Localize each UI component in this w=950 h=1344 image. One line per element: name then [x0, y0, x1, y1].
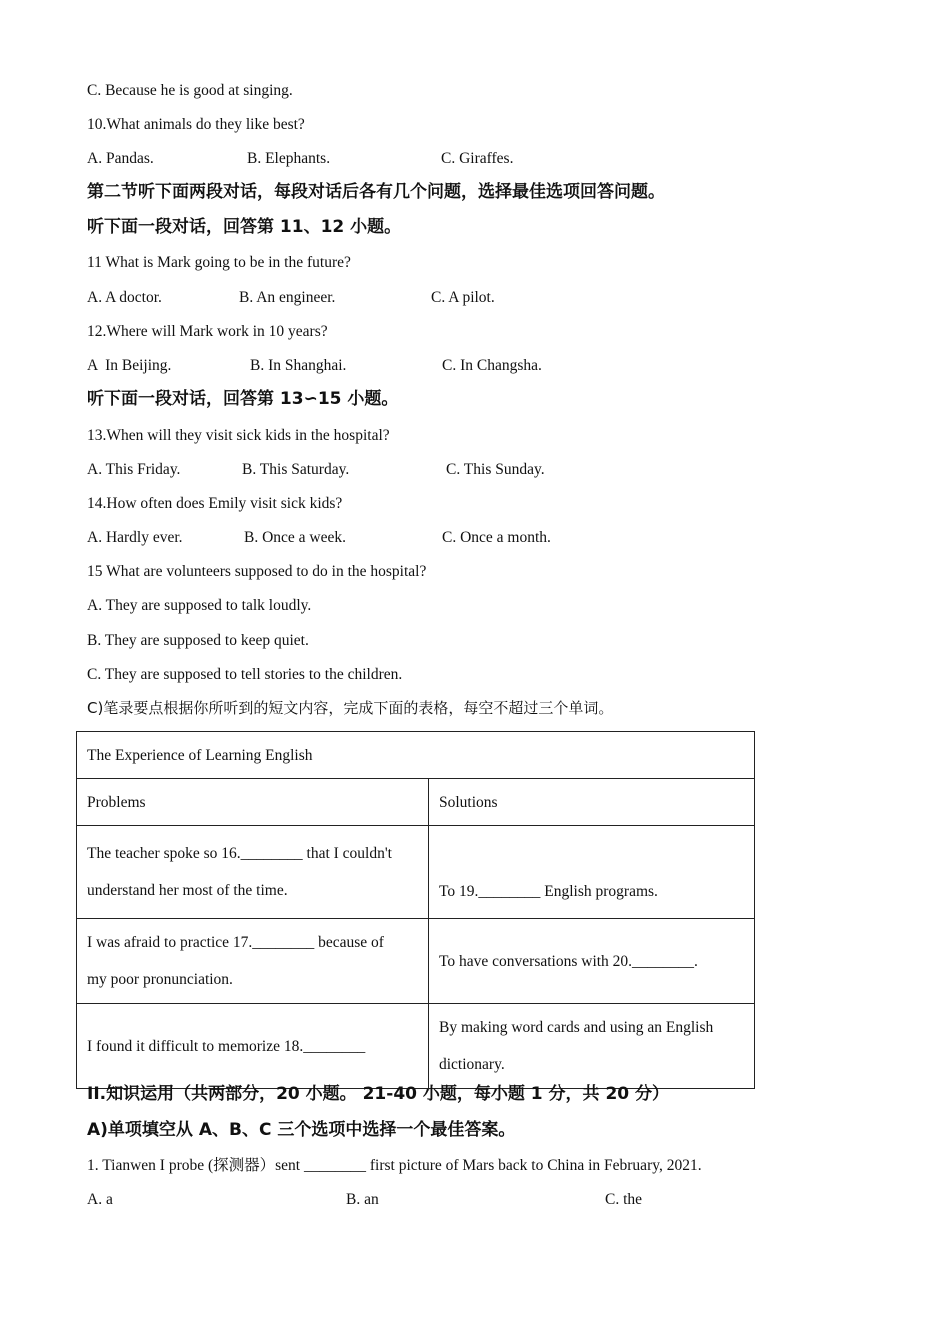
solution-text-line1: To 19.________ English programs.: [439, 883, 658, 900]
q12-option-c: C. In Changsha.: [442, 357, 542, 374]
q15-option-a: A. They are supposed to talk loudly.: [87, 597, 312, 614]
q12-option-b: B. In Shanghai.: [250, 357, 347, 374]
q13-question: 13.When will they visit sick kids in the hospital?: [87, 427, 390, 444]
table-row: [77, 919, 755, 1004]
problem-text-line1: I found it difficult to memorize 18.________: [87, 1037, 366, 1055]
q12-option-a: A In Beijing.: [87, 357, 172, 374]
solution-text-line1: By making word cards and using an English: [439, 1019, 714, 1036]
q14-option-c: C. Once a month.: [442, 529, 551, 546]
q15-option-b: B. They are supposed to keep quiet.: [87, 632, 309, 649]
part2-heading: II.知识运用（共两部分，20 小题。 21-40 小题，每小题 1 分，共 20 分）: [87, 1084, 670, 1104]
q14-option-a: A. Hardly ever.: [87, 529, 183, 546]
q14-question: 14.How often does Emily visit sick kids?: [87, 495, 343, 512]
q15-option-c: C. They are supposed to tell stories to the children.: [87, 666, 403, 683]
solution-cell: [429, 826, 755, 919]
q10-question: 10.What animals do they like best?: [87, 116, 305, 133]
q1-option-b: B. an: [346, 1191, 379, 1208]
table-row: [77, 1004, 755, 1089]
problem-text-line2: understand her most of the time.: [87, 882, 288, 899]
q13-option-c: C. This Sunday.: [446, 461, 545, 478]
q1-question: 1. Tianwen I probe (探测器）sent ________ first picture of Mars back to China in February, 2021.: [87, 1157, 702, 1174]
q13-option-a: A. This Friday.: [87, 461, 181, 478]
q13-option-b: B. This Saturday.: [242, 461, 350, 478]
problem-cell: [77, 826, 429, 919]
q11-option-c: C. A pilot.: [431, 289, 495, 306]
solution-text-line1: To have conversations with 20.________.: [439, 952, 698, 970]
q14-option-b: B. Once a week.: [244, 529, 346, 546]
column-header-problems: Problems: [77, 779, 429, 826]
problem-text-line1: The teacher spoke so 16.________ that I couldn't: [87, 845, 392, 862]
problem-cell: [77, 1004, 429, 1089]
dialog1-heading: 听下面一段对话，回答第 11、12 小题。: [87, 217, 402, 237]
q11-question: 11 What is Mark going to be in the future?: [87, 254, 351, 271]
q15-question: 15 What are volunteers supposed to do in the hospital?: [87, 563, 427, 580]
q12-question: 12.Where will Mark work in 10 years?: [87, 323, 328, 340]
q1-option-a: A. a: [87, 1191, 113, 1208]
dialog2-heading: 听下面一段对话，回答第 13∽15 小题。: [87, 389, 399, 409]
column-header-solutions: Solutions: [429, 779, 755, 826]
q10-option-c: C. Giraffes.: [441, 150, 514, 167]
q10-option-b: B. Elephants.: [247, 150, 331, 167]
q11-option-b: B. An engineer.: [239, 289, 336, 306]
problem-text-line1: I was afraid to practice 17.________ because of: [87, 934, 384, 951]
table-title: The Experience of Learning English: [77, 732, 755, 779]
problem-text-line2: my poor pronunciation.: [87, 971, 233, 988]
solution-cell: [429, 919, 755, 1004]
section-c-instruction: C)笔录要点根据你所听到的短文内容，完成下面的表格，每空不超过三个单词。: [87, 699, 614, 717]
part2a-heading: A)单项填空从 A、B、C 三个选项中选择一个最佳答案。: [87, 1120, 516, 1140]
solution-cell: [429, 1004, 755, 1089]
experience-table: [76, 731, 755, 1089]
solution-text-line2: dictionary.: [439, 1056, 505, 1073]
q11-option-a: A. A doctor.: [87, 289, 162, 306]
problem-cell: [77, 919, 429, 1004]
section2-heading: 第二节听下面两段对话，每段对话后各有几个问题，选择最佳选项回答问题。: [87, 182, 665, 202]
q10-option-a: A. Pandas.: [87, 150, 154, 167]
q9-option-c: C. Because he is good at singing.: [87, 82, 293, 99]
table-row: [77, 826, 755, 919]
q1-option-c: C. the: [605, 1191, 643, 1208]
